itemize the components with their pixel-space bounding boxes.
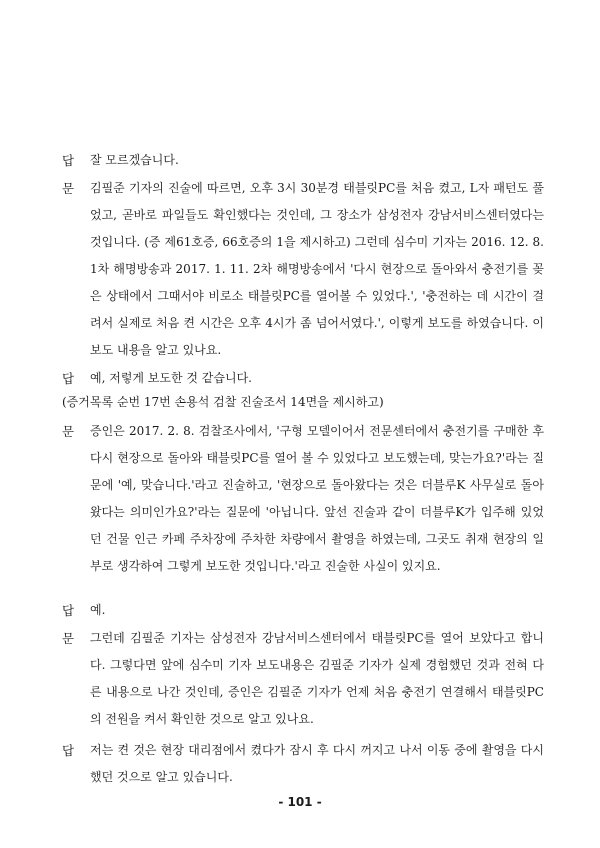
answer-text: 잘 모르겠습니다.: [90, 153, 179, 167]
page-number: - 101 -: [278, 795, 322, 809]
answer-label: 답: [62, 743, 75, 758]
question-text: 그런데 김필준 기자는 삼성전자 강남서비스센터에서 태블릿PC를 열어 보았다고 합니다. 그렇다면 앞에 심수미 기자 보도내용은 김필준 기자가 실제 경험했던 것과 전혀 다른 내용으로 나간 것인데, 증인은 김필준 기자가 언제 처음 충전기 연결해서 태블릿PC의 전원을 켜서 확인한 것으로 알고 있나요.: [90, 631, 544, 726]
answer-label: 답: [62, 603, 75, 618]
question-label: 문: [62, 631, 75, 646]
answer-text: 예, 저렇게 보도한 것 같습니다.: [90, 371, 252, 385]
answer-label: 답: [62, 371, 75, 386]
question-label: 문: [62, 181, 75, 196]
question-text: 증인은 2017. 2. 8. 검찰조사에서, '구형 모델이어서 전문센터에서 충전기를 구매한 후 다시 현장으로 돌아와 태블릿PC를 열어 볼 수 있었다고 보도했는데, 맞는가요?'라는 질문에 '예, 맞습니다.'라고 진술하고, '현장으로 돌아왔다는 것은 더블루K 사무실로 돌아왔다는 의미인가요?'라는 질문에 '아닙니다. 앞선 진술과 같이 더블루K가 입주해 있었던 건물 인근 카페 주차장에 주차한 차량에서 촬영을 하였는데, 그곳도 취재 현장의 일부로 생각하여 그렇게 보도한 것입니다.'라고 진술한 사실이 있지요.: [90, 424, 544, 573]
question-label: 문: [62, 424, 75, 439]
question-text: 김필준 기자의 진술에 따르면, 오후 3시 30분경 태블릿PC를 처음 켰고, L자 패턴도 풀었고, 곧바로 파일들도 확인했다는 것인데, 그 장소가 삼성전자 강남서비스센터였다는 것입니다. (증 제61호증, 66호증의 1을 제시하고) 그런데 심수미 기자는 2016. 12. 8. 1차 해명방송과 2017. 1. 11. 2차 해명방송에서 '다시 현장으로 돌아와서 충전기를 꽂은 상태에서 그때서야 비로소 태블릿PC를 열어볼 수 있었다.', '충전하는 데 시간이 걸려서 실제로 처음 켠 시간은 오후 4시가 좀 넘어서였다.', 이렇게 보도를 하였습니다. 이 보도 내용을 알고 있나요.: [90, 181, 544, 357]
evidence-note: (증거목록 순번 17번 손용석 검찰 진술조서 14면을 제시하고): [62, 395, 384, 409]
answer-label: 답: [62, 153, 75, 168]
answer-text: 예.: [90, 603, 106, 617]
answer-text: 저는 켠 것은 현장 대리점에서 켰다가 잠시 후 다시 꺼지고 나서 이동 중에 촬영을 다시 했던 것으로 알고 있습니다.: [90, 743, 544, 784]
